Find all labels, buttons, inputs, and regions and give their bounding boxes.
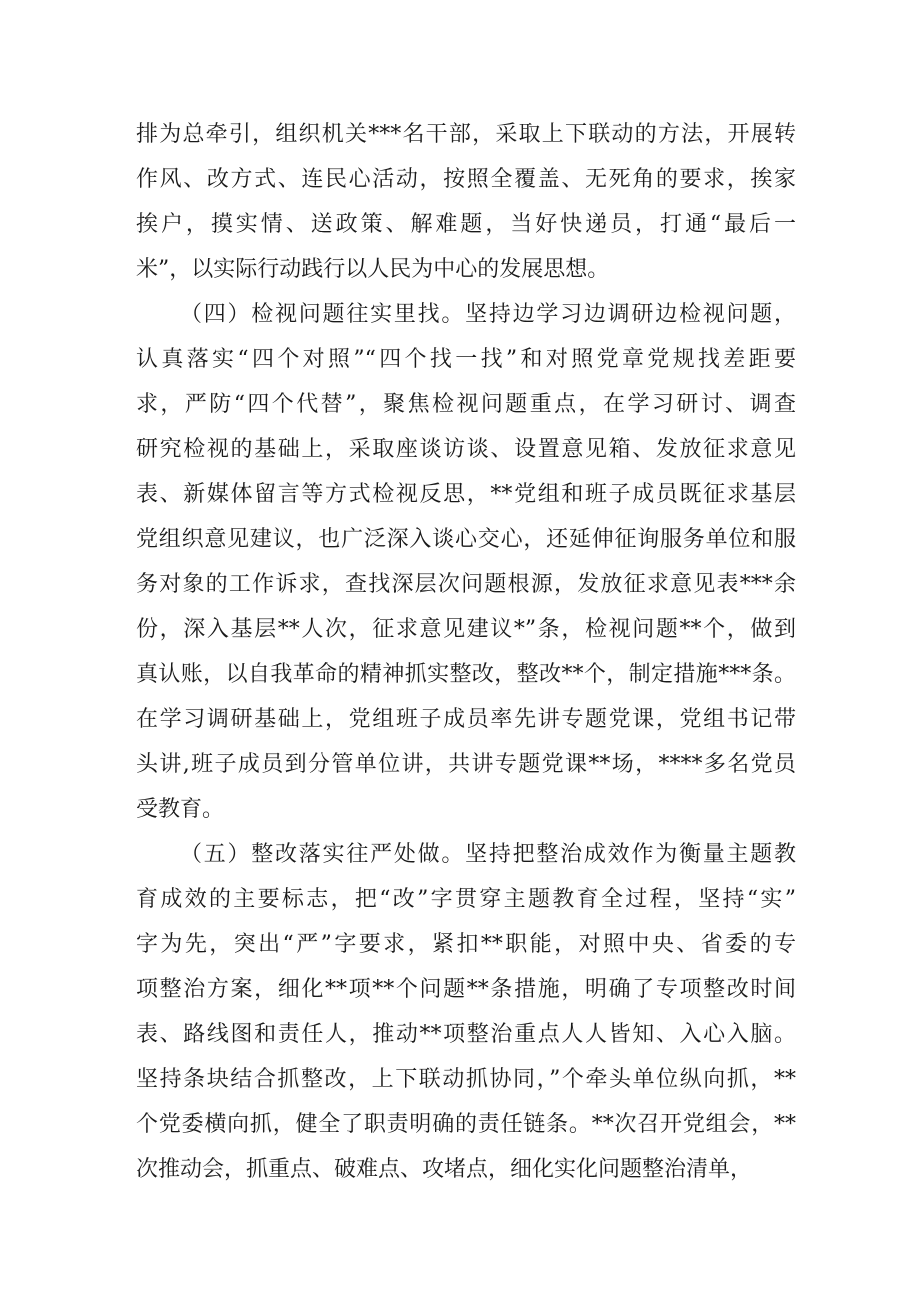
text-line: 党组织意见建议，也广泛深入谈心交心，还延伸征询服务单位和服 [136, 527, 796, 552]
text-line: 育成效的主要标志，把“改”字贯穿主题教育全过程，坚持“实” [136, 887, 796, 912]
text-line: 字为先，突出“严”字要求，紧扣**职能，对照中央、省委的专 [136, 932, 796, 957]
text-line: 份，深入基层**人次，征求意见建议*”条，检视问题**个，做到 [136, 617, 796, 642]
text-line: 表、路线图和责任人，推动**项整治重点人人皆知、入心入脑。 [136, 1022, 796, 1047]
text-line: 研究检视的基础上，采取座谈访谈、设置意见箱、发放征求意见 [136, 437, 796, 462]
text-line: 真认账，以自我革命的精神抓实整改，整改**个，制定措施***条。 [136, 662, 796, 687]
text-line: 求，严防“四个代替”，聚焦检视问题重点，在学习研讨、调查 [136, 392, 796, 417]
text-line: 次推动会，抓重点、破难点、攻堵点，细化实化问题整治清单， [136, 1157, 753, 1182]
text-line: 认真落实“四个对照”“四个找一找”和对照党章党规找差距要 [136, 347, 796, 372]
text-line: 项整治方案，细化**项**个问题**条措施，明确了专项整改时间 [136, 977, 796, 1002]
text-line: 米”，以实际行动践行以人民为中心的发展思想。 [136, 257, 610, 282]
text-line: 头讲,班子成员到分管单位讲，共讲专题党课**场，****多名党员 [136, 752, 796, 777]
document-body [136, 112, 796, 1192]
paragraph-heading-line: （四）检视问题往实里找。坚持边学习边调研边检视问题， [180, 302, 796, 327]
text-line: 受教育。 [136, 797, 225, 822]
text-line: 个党委横向抓，健全了职责明确的责任链条。**次召开党组会，** [136, 1112, 796, 1137]
text-line: 坚持条块结合抓整改，上下联动抓协同，”个牵头单位纵向抓，** [136, 1067, 796, 1092]
text-line: 务对象的工作诉求，查找深层次问题根源，发放征求意见表***余 [136, 572, 796, 597]
text-line: 排为总牵引，组织机关***名干部，采取上下联动的方法，开展转 [136, 122, 796, 147]
text-line: 表、新媒体留言等方式检视反思，**党组和班子成员既征求基层 [136, 482, 796, 507]
text-line: 作风、改方式、连民心活动，按照全覆盖、无死角的要求，挨家 [136, 167, 796, 192]
paragraph-heading-line: （五）整改落实往严处做。坚持把整治成效作为衡量主题教 [180, 842, 796, 867]
text-line: 挨户，摸实情、送政策、解难题，当好快递员，打通“最后一 [136, 212, 796, 237]
text-line: 在学习调研基础上，党组班子成员率先讲专题党课，党组书记带 [136, 707, 796, 732]
